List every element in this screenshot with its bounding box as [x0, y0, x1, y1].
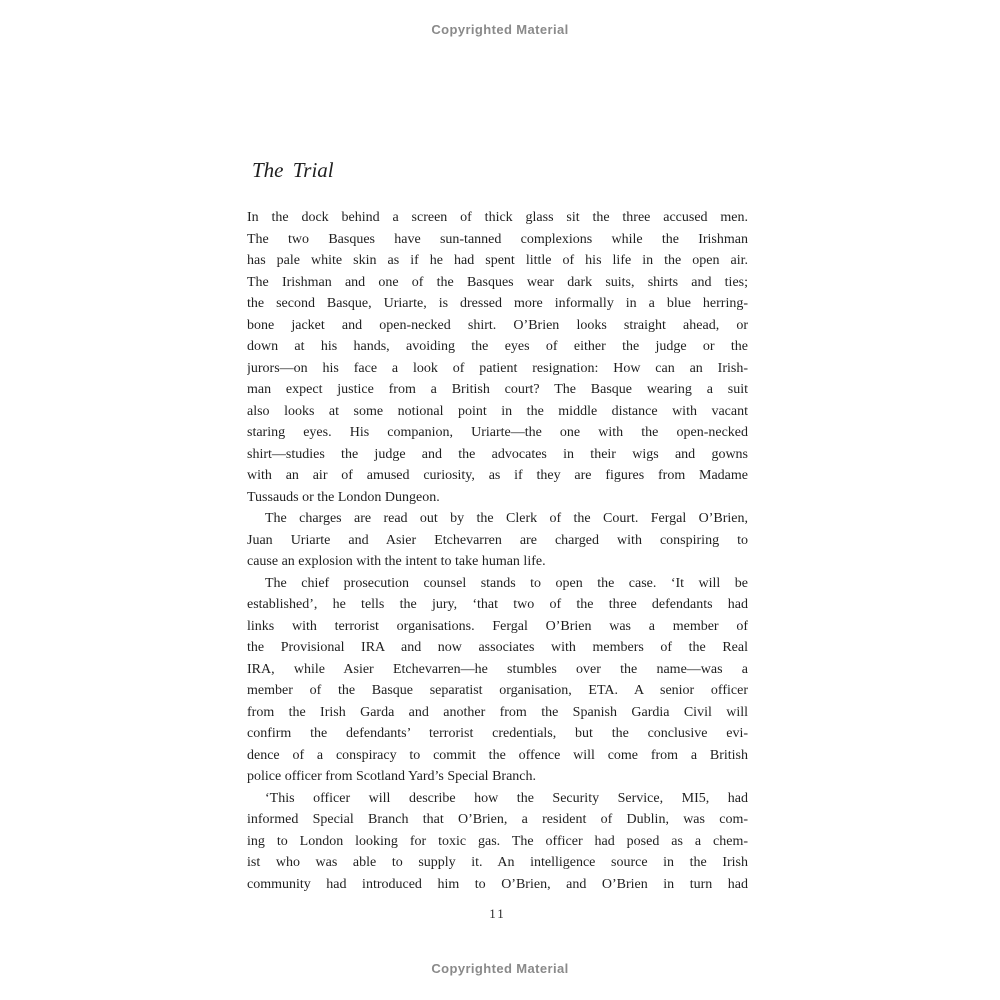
text-line: IRA, while Asier Etchevarren—he stumbles over the name—was a [247, 661, 748, 677]
body-text [247, 207, 748, 895]
paragraph [247, 207, 748, 508]
text-line: The Irishman and one of the Basques wear dark suits, shirts and ties; [247, 274, 748, 290]
copyright-notice-top: Copyrighted Material [431, 22, 569, 37]
text-line: links with terrorist organisations. Fergal O’Brien was a member of [247, 618, 748, 634]
text-line: In the dock behind a screen of thick glass sit the three accused men. [247, 210, 748, 225]
text-line: ing to London looking for toxic gas. The officer had posed as a chem- [247, 833, 748, 849]
text-line: cause an explosion with the intent to take human life. [247, 554, 546, 569]
page-number: 11 [489, 906, 506, 921]
paragraph [247, 788, 748, 896]
text-line: also looks at some notional point in the middle distance with vacant [247, 403, 748, 419]
text-line: ‘This officer will describe how the Security Service, MI5, had [265, 790, 748, 806]
paragraph [247, 508, 748, 573]
paragraph [247, 573, 748, 788]
chapter-title: The Trial [252, 158, 334, 182]
text-line: established’, he tells the jury, ‘that two of the three defendants had [247, 597, 748, 612]
text-line: Tussauds or the London Dungeon. [247, 489, 440, 505]
text-line: Juan Uriarte and Asier Etchevarren are charged with conspiring to [247, 532, 748, 548]
text-line: informed Special Branch that O’Brien, a resident of Dublin, was com- [247, 812, 748, 827]
text-line: the second Basque, Uriarte, is dressed more informally in a blue herring- [247, 296, 748, 311]
text-line: the Provisional IRA and now associates with members of the Real [247, 640, 748, 655]
text-line: The two Basques have sun-tanned complexions while the Irishman [247, 231, 748, 247]
text-line: confirm the defendants’ terrorist credentials, but the conclusive evi- [247, 726, 748, 741]
text-line: The charges are read out by the Clerk of the Court. Fergal O’Brien, [265, 511, 748, 526]
text-line: member of the Basque separatist organisation, ETA. A senior officer [247, 683, 748, 698]
text-line: dence of a conspiracy to commit the offence will come from a British [247, 747, 748, 763]
text-line: has pale white skin as if he had spent little of his life in the open air. [247, 253, 748, 268]
text-line: man expect justice from a British court? The Basque wearing a suit [247, 382, 748, 397]
text-line: jurors—on his face a look of patient resignation: How can an Irish- [247, 360, 748, 376]
text-line: bone jacket and open-necked shirt. O’Brien looks straight ahead, or [247, 317, 748, 333]
text-line: shirt—studies the judge and the advocates in their wigs and gowns [247, 446, 748, 462]
text-line: The chief prosecution counsel stands to open the case. ‘It will be [265, 575, 748, 591]
text-line: ist who was able to supply it. An intelligence source in the Irish [247, 855, 748, 870]
text-line: police officer from Scotland Yard’s Special Branch. [247, 769, 537, 784]
text-line: down at his hands, avoiding the eyes of either the judge or the [247, 339, 748, 354]
text-line: with an air of amused curiosity, as if they are figures from Madame [247, 468, 748, 483]
text-line: from the Irish Garda and another from the Spanish Gardia Civil will [247, 704, 748, 720]
text-line: community had introduced him to O’Brien, and O’Brien in turn had [247, 876, 748, 892]
copyright-notice-bottom: Copyrighted Material [431, 961, 569, 976]
text-line: staring eyes. His companion, Uriarte—the one with the open-necked [247, 425, 748, 440]
